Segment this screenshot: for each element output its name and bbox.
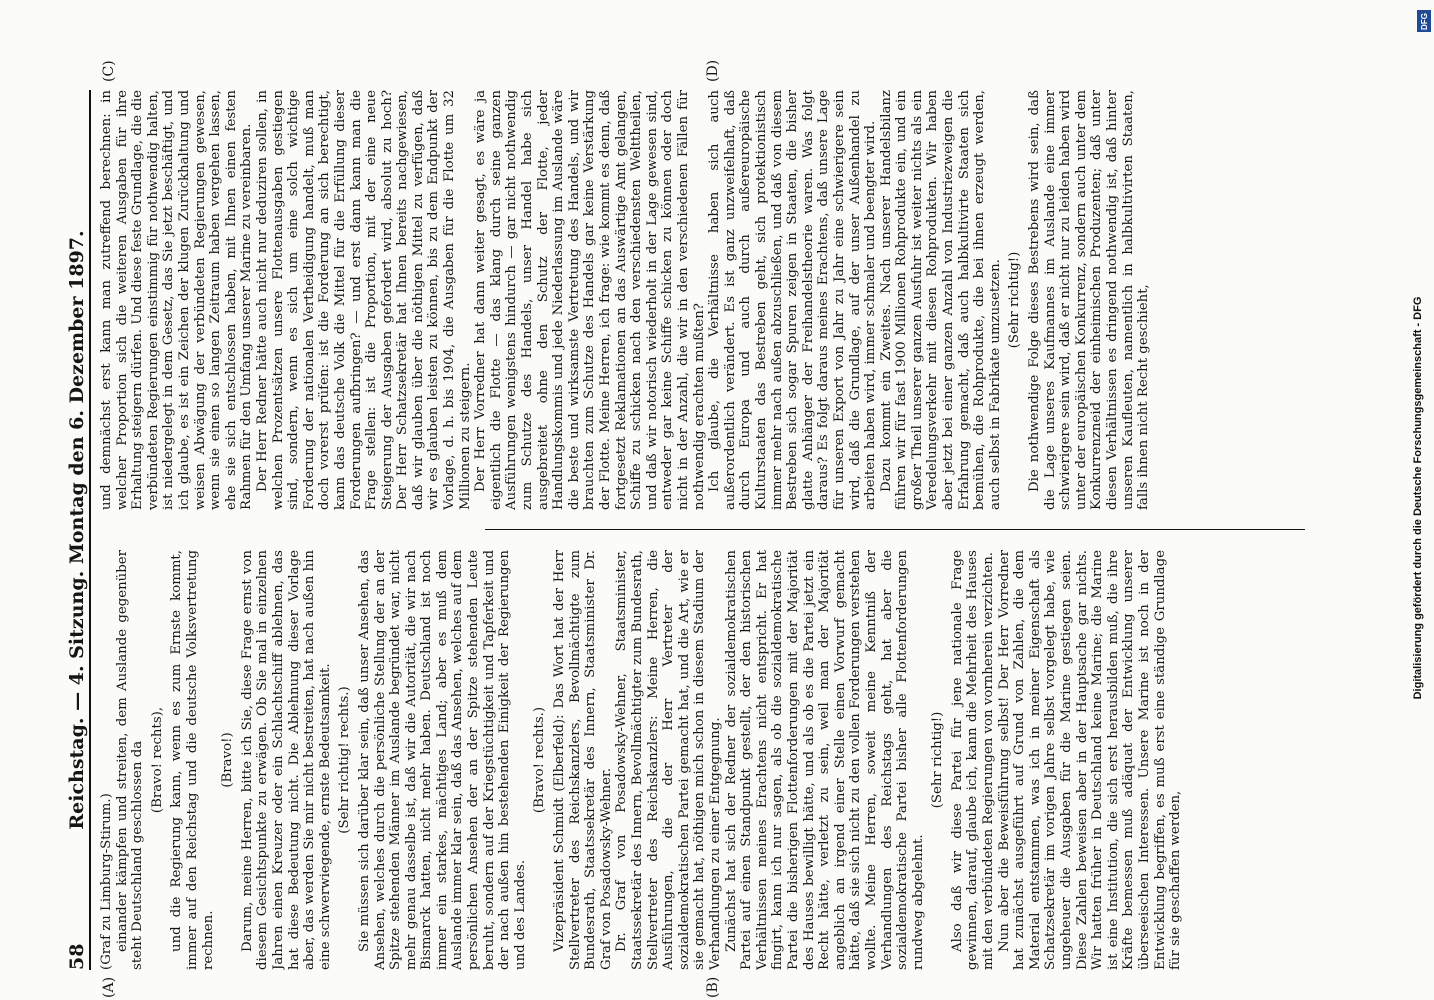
interjection: (Sehr richtig! rechts.) bbox=[337, 686, 353, 834]
interjection: (Sehr richtig!) bbox=[1007, 251, 1023, 349]
digitization-note: Digitalisierung gefördert durch die Deutsche Forschungsgemeinschaft - DFG bbox=[1412, 296, 1424, 700]
interjection: (Bravo! rechts.) bbox=[532, 706, 548, 814]
paragraph: Dr. Graf von Posadowsky-Wehner, Staatsminister, Staatssekretär des Innern, Bevollmächtigter zum Bundesrath, Stellvertreter des Reichskanzlers: Meine Herren, die Ausführungen, die der Herr Vertreter der sozialdemokratischen Partei gemacht hat, und die Art, wie er sie gemacht hat, nöthigen mich schon in diesem Stadium der Verhandlungen zu einer Entgegnung. bbox=[614, 550, 723, 970]
paragraph: und die Regierung kann, wenn es zum Ernste kommt, immer auf den Reichstag und die deutsche Volksvertretung rechnen. bbox=[169, 550, 216, 970]
dfg-logo: DFG bbox=[1417, 10, 1431, 32]
right-column bbox=[99, 90, 1299, 510]
margin-marker-b: (B) bbox=[705, 976, 721, 998]
interjection: (Bravo! rechts), bbox=[149, 706, 165, 814]
paragraph: (Graf zu Limburg-Stirum.) bbox=[99, 793, 114, 970]
paragraph: Sie müssen sich darüber klar sein, daß unser Ansehen, das Ansehen, welches durch die persönliche Stellung der an der Spitze stehenden Männer im Auslande begründet war, nicht mehr genau dasselbe ist, daß wir die Autorität, die wir nach Bismarck hatten, nicht mehr haben. Deutschland ist noch immer ein starkes, mächtiges Land; aber es muß dem Auslande immer klar sein, daß das Ansehen, welches auf dem persönlichen Ansehen der an der Spitze stehenden Leute beruht, sondern auf der Kriegstüchtigkeit und Tapferkeit und der nach außen hin bestehenden Einigkeit der Regierungen und des Landes. bbox=[356, 550, 528, 970]
paragraph: Der Herr Redner hätte auch nicht nur deduziren sollen, in welchen Prozentsätzen unsere Flottenausgaben gestiegen sind, sondern, wenn es sich um eine solch wichtige Forderung der nationalen Vertheidigung handelt, muß man doch vorerst prüfen: ist die Forderung an sich berechtigt, kann das deutsche Volk die Mittel für die Erfüllung dieser Forderungen aufbringen? — und erst dann kann man die Frage stellen: ist die Proportion, mit der eine neue Steigerung der Ausgaben gefordert wird, absolut zu hoch? Der Herr Schatzsekretär hat Ihnen bereits nachgewiesen, daß wir glauben über die nöthigen Mittel zu verfügen, daß wir es glauben leisten zu können, bis zu dem Endpunkt der Vorlage, d. h. bis 1904, die Ausgaben für die Flotte um 32 Millionen zu steigern. bbox=[254, 90, 473, 510]
paragraph: Die nothwendige Folge dieses Bestrebens wird sein, daß die Lage unseres Kaufmannes im Auslande eine immer schwierigere sein wird, daß er nicht nur zu leiden haben wird unter der europäischen Konkurrenz, sondern auch unter dem Konkurrenzneid der einheimischen Produzenten; daß unter diesen Verhältnissen es dringend nothwendig ist, daß hinter unseren Kaufleuten, namentlich in halbkultivirten Staaten, falls ihnen nicht Recht geschieht, bbox=[1027, 90, 1152, 510]
margin-marker-a: (A) bbox=[101, 976, 117, 998]
column-divider bbox=[485, 529, 1305, 530]
rotated-page-content bbox=[65, 59, 1335, 998]
paragraph: Vizepräsident Schmidt (Elberfeld): Das Wort hat der Herr Stellvertreter des Reichskanzlers, Bevollmächtigte zum Bundesrath, Staatssekretär des Innern, Staatsminister Dr. Graf von Posadowsky-Wehner. bbox=[552, 550, 614, 970]
page-title: Reichstag. — 4. Sitzung. Montag den 6. Dezember 1897. bbox=[66, 230, 88, 830]
page-number: 58 bbox=[66, 943, 88, 970]
paragraph: Der Herr Vorredner hat dann weiter gesagt, es wäre ja eigentlich die Flotte — das klang durch seine ganzen Ausführungen wenigstens hindurch — gar nicht nothwendig zum Schutze des Handels, unser Handel habe sich ausgebreitet ohne den Schutz der Flotte, jeder Handlungskommis und jede Niederlassung im Auslande wäre die beste und wirksamste Vertretung des Handels, und wir brauchten zum Schutze des Handels gar keine Verstärkung der Flotte. Meine Herren, ich frage: wie kommt es denn, daß fortgesetzt Reklamationen an das Auswärtige Amt gelangen, Schiffe zu schicken nach den verschiedensten Welttheilen, und daß wir notorisch wiederholt in der Lage gewesen sind, entweder gar keine Schiffe schicken zu können oder doch nicht in der Anzahl, die wir in den verschiedenen Fällen für nothwendig erachten mußten? bbox=[473, 90, 707, 510]
paragraph: Darum, meine Herren, bitte ich Sie, diese Frage ernst von diesem Gesichtspunkte zu erwägen. Ob Sie mal in einzelnen Jahren einen Kreuzer oder ein Schlachtschiff ablehnen, das hat diese Bedeutung nicht. Die Ablehnung dieser Vorlage aber, das werden Sie mir nicht bestreiten, hat nach außen hin eine schwerwiegende, ernste Bedeutsamkeit. bbox=[239, 550, 333, 970]
paragraph: Dazu kommt ein Zweites. Nach unserer Handelsbilanz führen wir für fast 1900 Millionen Rohprodukte ein, und ein großer Theil unserer ganzen Ausfuhr ist weiter nichts als ein Veredelungsverkehr mit diesen Rohprodukten. Wir haben aber jetzt bei einer ganzen Anzahl von Industriezweigen die Erfahrung gemacht, daß auch halbkultivirte Staaten sich bemühen, die Rohprodukte, die bei ihnen erzeugt werden, auch selbst in Fabrikate umzusetzen. bbox=[878, 90, 1003, 510]
paragraph: Zunächst hat sich der Redner der sozialdemokratischen Partei auf einen Standpunkt gestellt, der den historischen Verhältnissen meines Erachtens nicht entspricht. Er hat fingirt, kann ich nur sagen, als ob die sozialdemokratische Partei die bisherigen Flottenforderungen mit der Majorität des Hauses bewilligt hätte, und als ob es die Partei jetzt ein Recht hätte, verletzt zu sein, weil man der Majorität angeblich an irgend einer Stelle einen Vorwurf gemacht hätte, daß sie sich nicht zu den vollen Forderungen verstehen wollte. Meine Herren, soweit meine Kenntniß der Verhandlungen des Reichstags geht, hat aber die sozialdemokratische Partei bisher alle Flottenforderungen rundweg abgelehnt. bbox=[723, 550, 926, 970]
paragraph: und demnächst erst kann man zutreffend berechnen: in welcher Proportion sich die weiteren Ausgaben für ihre Erhaltung steigern dürfen. Und diese feste Grundlage, die die verbündeten Regierungen einstimmig für nothwendig halten, ist niedergelegt in dem Gesetz, das Sie jetzt beschäftigt, und ich glaube, es ist ein Zeichen der klugen Zurückhaltung und weisen Abwägung der verbündeten Regierungen gewesen, wenn sie einen so langen Zeitraum haben vergehen lassen, ehe sie sich entschlossen haben, mit Ihnen einen festen Rahmen für den Umfang unserer Marine zu vereinbaren. bbox=[99, 90, 255, 510]
page-header bbox=[65, 90, 91, 970]
paragraph: einander kämpfen und streiten, dem Auslande gegenüber steht Deutschland geschlossen da bbox=[114, 550, 146, 970]
paragraph: Nun aber die Beweisführung selbst! Der Herr Vorredner hat zunächst ausgeführt auf Grund von Zahlen, die dem Material entstammen, was ich in meiner Eigenschaft als Schatzsekretär im vorigen Jahre selbst vorgelegt habe, wie ungeheuer die Ausgaben für die Marine gestiegen seien. Diese Zahlen beweisen aber in der Hauptsache gar nichts. Wir hatten früher in Deutschland keine Marine; die Marine ist eine Institution, die sich erst herausbilden muß, die ihre Kräfte bemessen muß adäquat der Entwicklung unserer überseeischen Interessen. Unsere Marine ist noch in der Entwicklung begriffen, es muß erst eine ständige Grundlage für sie geschaffen werden, bbox=[996, 550, 1184, 970]
interjection: (Bravo!) bbox=[220, 732, 236, 788]
interjection: (Sehr richtig!) bbox=[930, 711, 946, 809]
paragraph: Ich glaube, die Verhältnisse haben sich auch außerordentlich verändert. Es ist ganz unzweifelhaft, daß durch Europa und auch durch außereuropäische Kulturstaaten das Bestreben geht, sich protektionistisch immer mehr nach außen abzuschließen, und daß von diesem Bestreben sich sogar Spuren zeigen in Staaten, die bisher glatte Anhänger der Freihandelstheorie waren. Was folgt daraus? Es folgt daraus meines Erachtens, daß unsere Lage für unseren Export von Jahr zu Jahr eine schwierigere sein wird, daß die Grundlage, auf der unser Außenhandel zu arbeiten haben wird, immer schmaler und beengter wird. bbox=[707, 90, 879, 510]
paragraph: Also daß wir diese Partei für jene nationale Frage gewinnen, darauf, glaube ich, kann die Mehrheit des Hauses mit den verbündeten Regierungen von vornherein verzichten. bbox=[949, 550, 997, 970]
left-column bbox=[99, 550, 1299, 970]
margin-marker-d: (D) bbox=[705, 59, 721, 82]
margin-marker-c: (C) bbox=[101, 60, 117, 82]
